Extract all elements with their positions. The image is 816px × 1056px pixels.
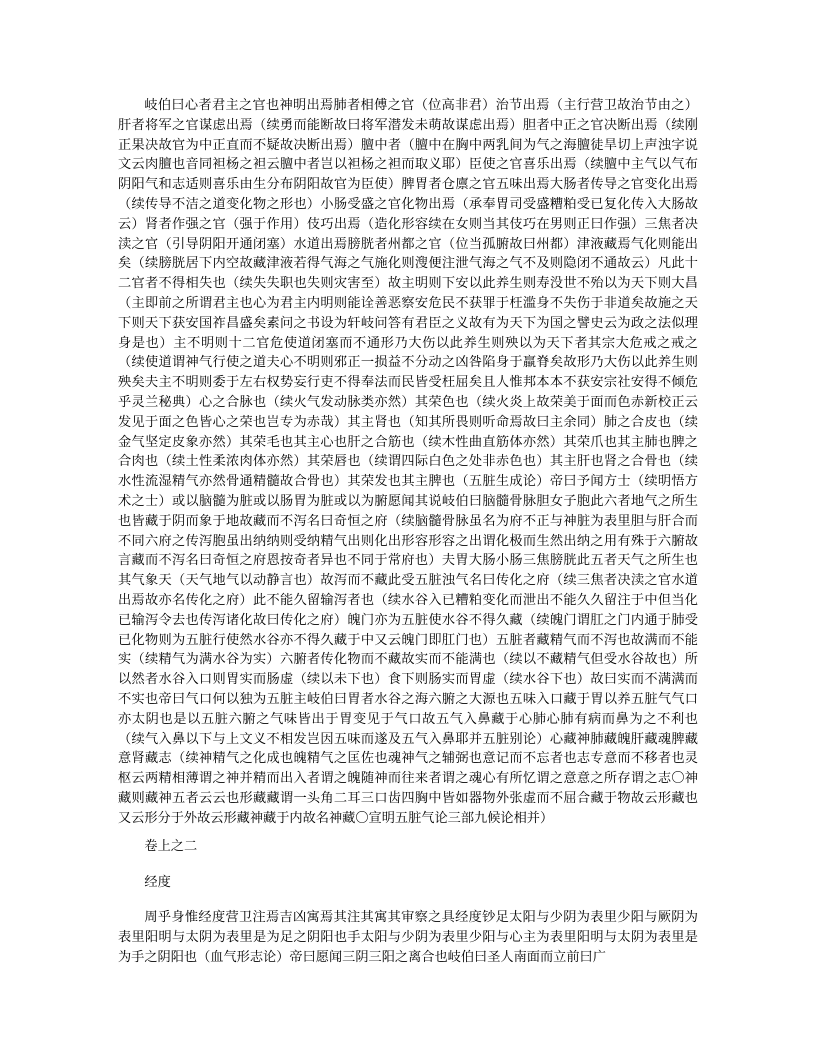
body-paragraph-1: 岐伯曰心者君主之官也神明出焉肺者相傅之官（位高非君）治节出焉（主行营卫故治节由之）肝者将军之官谋虑出焉（续勇而能断故曰将军潜发未萌故谋虑出焉）胆者中正之官决断出焉（续刚正果决故官为中正直而不疑故决断出焉）膻中者（膻中在胸中两乳间为气之海膻徒旱切上声浊字说文云肉膻也音同袒杨之袒云膻中者岂以袒杨之袒而取义耶）臣使之官喜乐出焉（续膻中主气以气布阴阳气和志适则喜乐由生分布阴阳故官为臣使）脾胃者仓廪之官五味出焉大肠者传导之官变化出焉（续传导不洁之道变化物之形也）小肠受盛之官化物出焉（承奉胃司受盛糟粕受已复化传入大肠故云）肾者作强之官（强于作用）伎巧出焉（造化形容续在女则当其伎巧在男则正曰作强）三焦者决渎之官（引导阴阳开通闭塞）水道出焉膀胱者州都之官（位当孤腑故曰州都）津液藏焉气化则能出矣（续膀胱居下内空故藏津液若得气海之气施化则溲便注泄气海之气不及则隐闭不通故云）凡此十二官者不得相失也（续失失职也失则灾害至）故主明则下安以此养生则寿没世不殆以为天下则大昌（主即前之所谓君主也心为君主内明则能诠善恶察安危民不获罪于枉滥身不失伤于非道矣故施之天下则天下获安国祚昌盛矣素问之书设为轩岐问答有君臣之义故有为天下为国之譬史云为政之法似理身是也）主不明则十二官危使道闭塞而不通形乃大伤以此养生则殃以为天下者其宗大危戒之戒之（续使道谓神气行使之道夫心不明则邪正一损益不分动之凶咎陷身于羸脊矣故形乃大伤以此养生则殃矣夫主不明则委于左右权势妄行吏不得奉法而民皆受枉屈矣且人惟邦本本不获安宗社安得不倾危乎灵兰秘典）心之合脉也（续火气发动脉类亦然）其荣色也（续火炎上故荣美于面而色赤新校正云发见于面之色皆心之荣也岂专为赤哉）其主肾也（知其所畏则听命焉故曰主余同）肺之合皮也（续金气坚定皮象亦然）其荣毛也其主心也肝之合筋也（续木性曲直筋体亦然）其荣爪也其主肺也脾之合肉也（续土性柔浓肉体亦然）其荣唇也（续谓四际白色之处非赤色也）其主肝也肾之合骨也（续水性流湿精气亦然骨通精髓故合骨也）其荣发也其主脾也（五脏生成论）帝曰予闻方士（续明悟方术之士）或以脑髓为脏或以肠胃为脏或以为腑愿闻其说岐伯曰脑髓骨脉胆女子胞此六者地气之所生也皆藏于阴而象于地故藏而不泻名曰奇恒之府（续脑髓骨脉虽名为府不正与神脏为表里胆与肝合而不同六府之传泻胞虽出纳纳则受纳精气出则化出形容形容之出谓化极而生然出纳之用有殊于六腑故言藏而不泻名曰奇恒之府恩按奇者异也不同于常府也）夫胃大肠小肠三焦膀胱此五者天气之所生也其气象天（天气地气以动静言也）故泻而不藏此受五脏浊气名曰传化之府（续三焦者决渎之官水道出焉故亦名传化之府）此不能久留输泻者也（续水谷入已糟粕变化而泄出不能久久留注于中但当化已输泻令去也传泻诸化故曰传化之府）魄门亦为五脏使水谷不得久藏（续魄门谓肛之门内通于肺受已化物则为五脏行使然水谷亦不得久藏于中又云魄门即肛门也）五脏者藏精气而不泻也故满而不能实（续精气为满水谷为实）六腑者传化物而不藏故实而不能满也（续以不藏精气但受水谷故也）所以然者水谷入口则胃实而肠虚（续以未下也）食下则肠实而胃虚（续水谷下也）故曰实而不满满而不实也帝曰气口何以独为五脏主岐伯曰胃者水谷之海六腑之大源也五味入口藏于胃以养五脏气气口亦太阴也是以五脏六腑之气味皆出于胃变见于气口故五气入鼻藏于心肺心肺有病而鼻为之不利也（续气入鼻以下与上文义不相发岂因五味而遂及五气入鼻耶并五脏别论）心藏神肺藏魄肝藏魂脾藏意肾藏志（续神精气之化成也魄精气之匡佐也魂神气之辅弼也意记而不忘者也志专意而不移者也灵枢云两精相薄谓之神并精而出入者谓之魄随神而往来者谓之魂心有所忆谓之意意之所存谓之志〇神藏则藏神五者云云也形藏藏谓一头角二耳三口齿四胸中皆如器物外张虚而不屈合藏于物故云形藏也又云形分于外故云形藏神藏于内故名神藏〇宣明五脏气论三部九候论相并） xyxy=(118,98,698,826)
body-paragraph-2: 周乎身惟经度营卫注焉吉凶寓焉其注其寓其审察之具经度钞足太阳与少阴为表里少阳与厥阴为表里阳明与太阴为表里是为足之阴阳也手太阳与少阴为表里少阳与心主为表里阳明与太阴为表里是为手之阴阳也（血气形志论）帝曰愿闻三阴三阳之离合也岐伯曰圣人南面而立前曰广 xyxy=(118,910,698,965)
section-heading-jingdu: 经度 xyxy=(144,875,171,890)
section-heading-volume: 卷上之二 xyxy=(144,839,198,854)
